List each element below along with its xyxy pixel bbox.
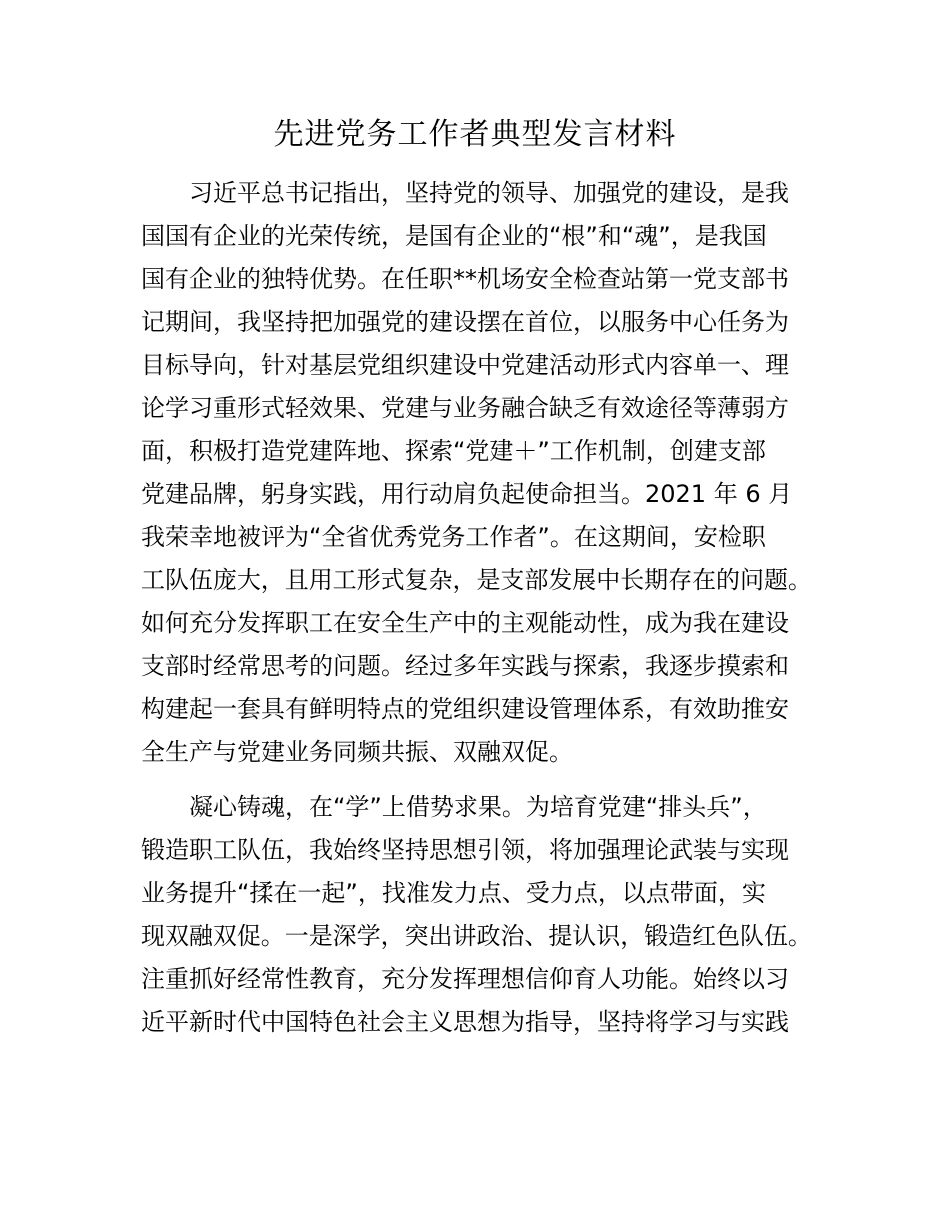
- paragraph-2-line-2: 锻造职工队伍，我始终坚持思想引领，将加强理论武装与实现: [141, 836, 789, 864]
- paragraph-2-line-1: 凝心铸魂，在“学”上借势求果。为培育党建“排头兵”，: [189, 793, 767, 821]
- paragraph-2-line-4: 现双融双促。一是深学，突出讲政治、提认识，锻造红色队伍。: [141, 922, 812, 950]
- paragraph-1-line-2: 国国有企业的光荣传统，是国有企业的“根”和“魂”，是我国: [141, 222, 767, 250]
- paragraph-2-line-3: 业务提升“揉在一起”，找准发力点、受力点，以点带面，实: [141, 879, 766, 907]
- paragraph-1-line-11: 如何充分发挥职工在安全生产中的主观能动性，成为我在建设: [141, 609, 789, 637]
- paragraph-1-line-13: 构建起一套具有鲜明特点的党组织建设管理体系，有效助推安: [141, 695, 789, 723]
- paragraph-1-line-7: 面，积极打造党建阵地、探索“党建＋”工作机制，创建支部: [141, 437, 766, 465]
- paragraph-1-line-1: 习近平总书记指出，坚持党的领导、加强党的建设，是我: [189, 179, 789, 207]
- paragraph-2-line-5: 注重抓好经常性教育，充分发挥理想信仰育人功能。始终以习: [141, 965, 789, 993]
- paragraph-1-line-4: 记期间，我坚持把加强党的建设摆在首位，以服务中心任务为: [141, 308, 789, 336]
- paragraph-1-line-10: 工队伍庞大，且用工形式复杂，是支部发展中长期存在的问题。: [141, 566, 812, 594]
- paragraph-1-line-3: 国有企业的独特优势。在任职**机场安全检查站第一党支部书: [141, 265, 789, 293]
- paragraph-1-line-12: 支部时经常思考的问题。经过多年实践与探索，我逐步摸索和: [141, 652, 789, 680]
- paragraph-1-line-6: 论学习重形式轻效果、党建与业务融合缺乏有效途径等薄弱方: [141, 394, 789, 422]
- paragraph-1-line-8: 党建品牌，躬身实践，用行动肩负起使命担当。2021 年 6 月: [141, 480, 793, 508]
- document-title: 先进党务工作者典型发言材料: [273, 117, 677, 152]
- paragraph-1-line-9: 我荣幸地被评为“全省优秀党务工作者”。在这期间，安检职: [141, 523, 766, 551]
- paragraph-2-line-6: 近平新时代中国特色社会主义思想为指导，坚持将学习与实践: [141, 1008, 789, 1036]
- paragraph-1-line-14: 全生产与党建业务同频共振、双融双促。: [141, 738, 573, 766]
- paragraph-1-line-5: 目标导向，针对基层党组织建设中党建活动形式内容单一、理: [141, 351, 789, 379]
